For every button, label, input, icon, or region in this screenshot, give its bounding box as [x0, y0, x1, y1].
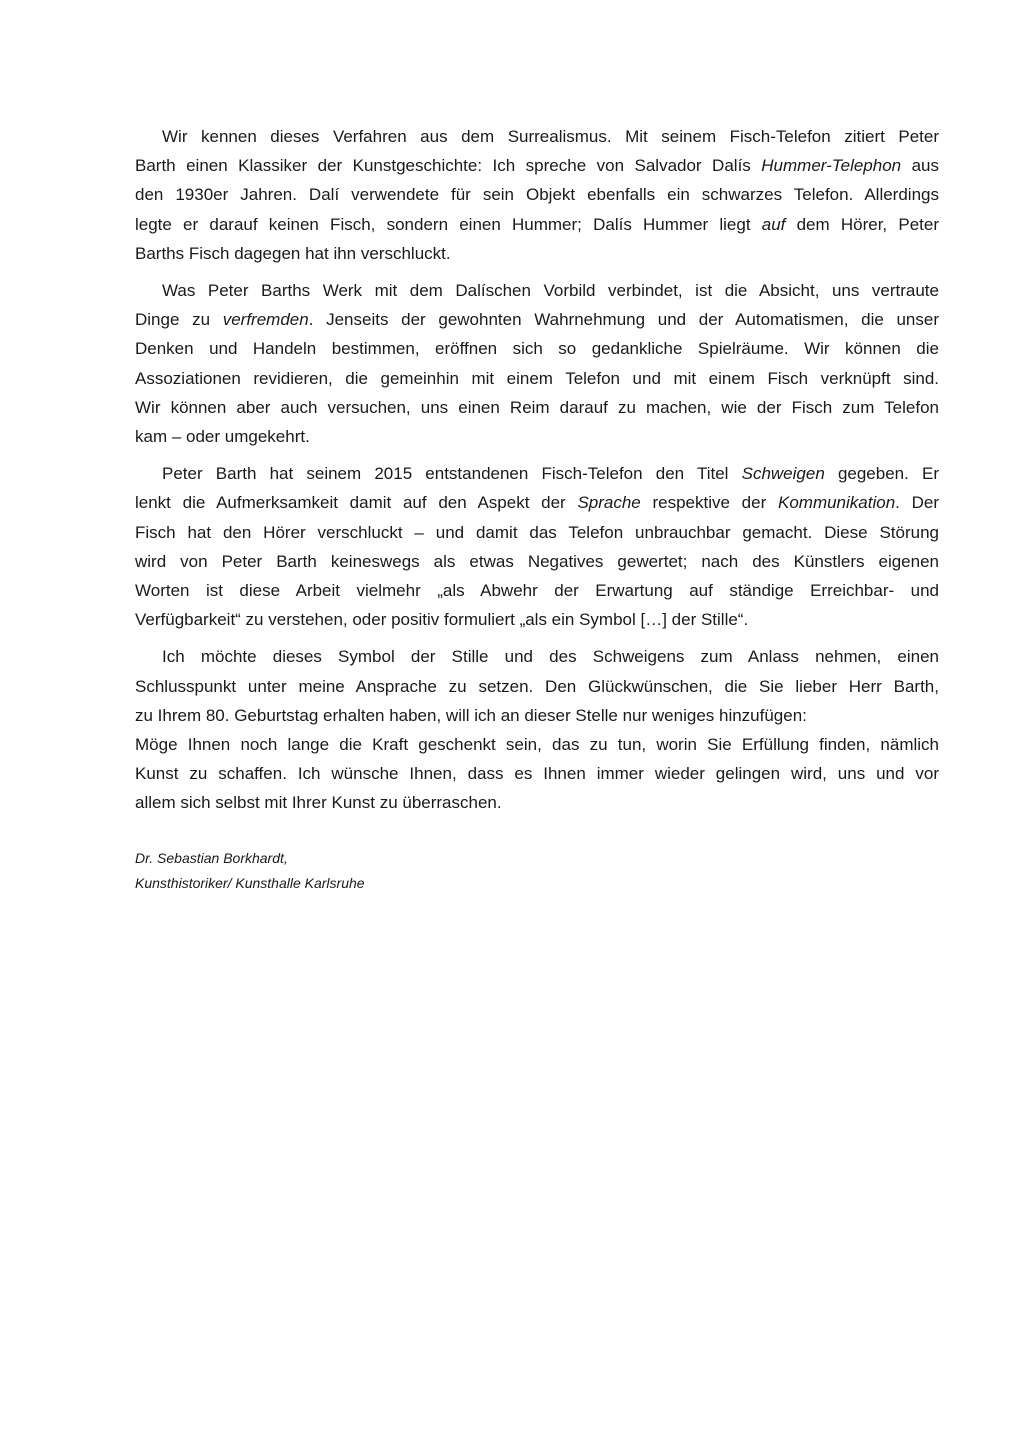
text-run: legte er darauf keinen Fisch, sondern einen Hummer; Dalís Hummer liegt [135, 214, 762, 234]
text-run: gegeben. Er [824, 464, 939, 484]
italic-text: verfremden [222, 310, 309, 330]
text-line [135, 672, 939, 701]
text-run: Schlusspunkt unter meine Ansprache zu setzen. Den Glückwünschen, die Sie lieber Herr Barth, [135, 676, 939, 696]
text-line [135, 642, 939, 671]
text-line [135, 459, 939, 488]
text-run: . Jenseits der gewohnten Wahrnehmung und der Automatismen, die unser [308, 310, 940, 330]
text-line [135, 364, 939, 393]
text-run: dem Hörer, Peter [785, 214, 939, 234]
text-run: . Der [895, 493, 939, 513]
italic-text: Schweigen [741, 464, 825, 484]
italic-text: Hummer-Telephon [761, 156, 902, 176]
text-run: Barth einen Klassiker der Kunstgeschichte: Ich spreche von Salvador Dalís [135, 156, 762, 176]
text-line [135, 576, 939, 605]
text-run: Dinge zu [135, 310, 223, 330]
italic-text: Sprache [577, 493, 641, 513]
paragraph [135, 642, 939, 817]
author-name: Dr. Sebastian Borkhardt, [135, 850, 288, 866]
author-role: Kunsthistoriker/ Kunsthalle Karlsruhe [135, 875, 365, 891]
text-run: Kunst zu schaffen. Ich wünsche Ihnen, dass es Ihnen immer wieder gelingen wird, uns und vor [135, 764, 939, 784]
text-run: Möge Ihnen noch lange die Kraft geschenkt sein, das zu tun, worin Sie Erfüllung finden, nämlich [135, 735, 939, 755]
paragraph [135, 122, 939, 268]
text-line [135, 393, 939, 422]
text-run: Ich möchte dieses Symbol der Stille und des Schweigens zum Anlass nehmen, einen [162, 647, 939, 667]
signature-block [135, 846, 635, 896]
text-line [135, 151, 939, 180]
paragraph [135, 459, 939, 634]
text-run: Peter Barth hat seinem 2015 entstandenen Fisch-Telefon den Titel [162, 464, 742, 484]
text-line [135, 788, 939, 817]
text-line [135, 239, 939, 268]
text-run: aus [901, 156, 939, 176]
italic-text: Kommunikation [777, 493, 896, 513]
text-run: Barths Fisch dagegen hat ihn verschluckt. [135, 243, 451, 263]
text-line [135, 759, 939, 788]
text-line [135, 122, 939, 151]
text-run: Wir kennen dieses Verfahren aus dem Surrealismus. Mit seinem Fisch-Telefon zitiert Peter [162, 127, 939, 146]
text-run: zu Ihrem 80. Geburtstag erhalten haben, will ich an dieser Stelle nur weniges hinzufügen: [135, 705, 807, 725]
text-run: wird von Peter Barth keineswegs als etwas Negatives gewertet; nach des Künstlers eigenen [135, 551, 939, 571]
text-line [135, 730, 939, 759]
text-line [135, 422, 939, 451]
text-run: Was Peter Barths Werk mit dem Dalíschen Vorbild verbindet, ist die Absicht, uns vertraute [162, 281, 939, 301]
text-run: Assoziationen revidieren, die gemeinhin mit einem Telefon und mit einem Fisch verknüpft sind. [135, 368, 939, 388]
text-run: Worten ist diese Arbeit vielmehr „als Abwehr der Erwartung auf ständige Erreichbar- und [135, 581, 939, 601]
body-text [135, 122, 939, 826]
text-line [135, 334, 939, 363]
text-line [135, 305, 939, 334]
italic-text: auf [761, 214, 786, 234]
text-line [135, 701, 939, 730]
text-run: allem sich selbst mit Ihrer Kunst zu überraschen. [135, 793, 502, 813]
text-line [135, 547, 939, 576]
text-line [135, 518, 939, 547]
text-run: lenkt die Aufmerksamkeit damit auf den Aspekt der [135, 493, 578, 513]
text-line [135, 276, 939, 305]
text-run: den 1930er Jahren. Dalí verwendete für sein Objekt ebenfalls ein schwarzes Telefon. Allerdings [135, 185, 939, 205]
text-run: kam – oder umgekehrt. [135, 427, 310, 447]
text-run: respektive der [640, 493, 778, 513]
text-run: Verfügbarkeit“ zu verstehen, oder positiv formuliert „als ein Symbol […] der Stille“. [135, 610, 749, 630]
text-run: Denken und Handeln bestimmen, eröffnen sich so gedankliche Spielräume. Wir können die [135, 339, 939, 359]
paragraph [135, 276, 939, 451]
text-line [135, 210, 939, 239]
text-line [135, 180, 939, 209]
text-run: Wir können aber auch versuchen, uns einen Reim darauf zu machen, wie der Fisch zum Telefon [135, 397, 939, 417]
text-run: Fisch hat den Hörer verschluckt – und damit das Telefon unbrauchbar gemacht. Diese Störung [135, 522, 939, 542]
text-line [135, 605, 939, 634]
text-line [135, 488, 939, 517]
